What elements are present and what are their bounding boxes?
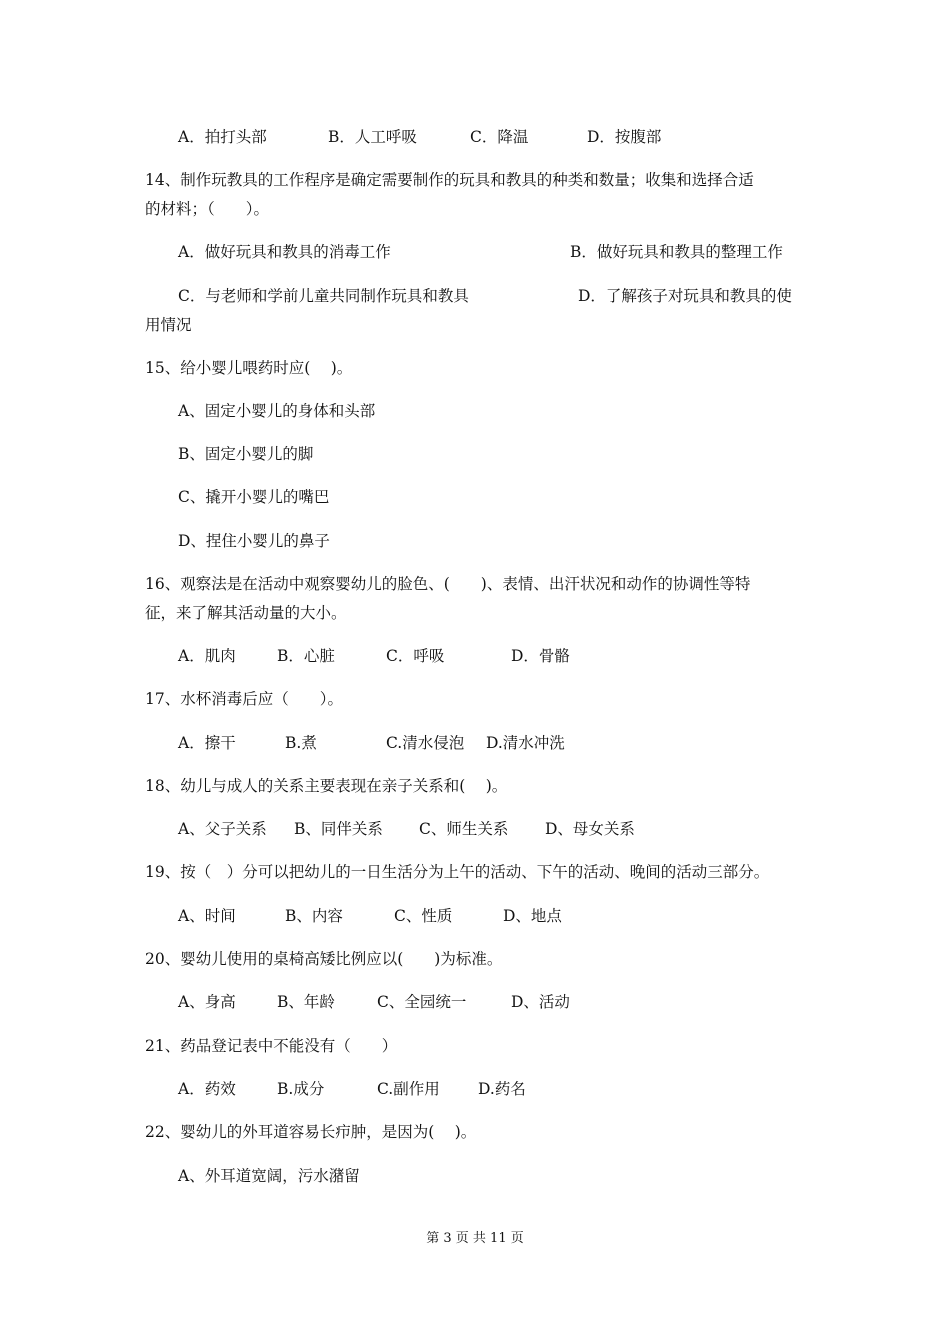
q14-option-b: B．做好玩具和教具的整理工作 [570, 243, 783, 261]
q14-option-d-line2: 用情况 [145, 316, 192, 334]
q19-option-b: B、内容 [285, 907, 343, 925]
q18-stem: 18、幼儿与成人的关系主要表现在亲子关系和( )。 [145, 777, 508, 795]
q17-option-a: A．擦干 [178, 734, 236, 752]
q17-option-d: D.清水冲洗 [486, 734, 565, 752]
page-number-footer: 第 3 页 共 11 页 [426, 1231, 524, 1246]
q21-option-d: D.药名 [478, 1080, 526, 1098]
q14-option-d-line1: D．了解孩子对玩具和教具的使 [578, 287, 792, 305]
q18-option-b: B、同伴关系 [294, 820, 383, 838]
q19-option-c: C、性质 [394, 907, 453, 925]
q14-stem-line2: 的材料；（ ）。 [145, 200, 270, 218]
q15-option-d: D、捏住小婴儿的鼻子 [178, 532, 330, 550]
q21-option-c: C.副作用 [377, 1080, 440, 1098]
q21-option-b: B.成分 [277, 1080, 325, 1098]
q16-option-b: B．心脏 [277, 647, 335, 665]
q16-stem-line2: 征，来了解其活动量的大小。 [145, 604, 347, 622]
q20-option-b: B、年龄 [277, 993, 335, 1011]
q16-option-a: A．肌肉 [178, 647, 236, 665]
q22-option-a: A、外耳道宽阔，污水潴留 [178, 1167, 360, 1185]
q21-option-a: A．药效 [178, 1080, 236, 1098]
q15-option-c: C、撬开小婴儿的嘴巴 [178, 488, 330, 506]
q16-option-d: D．骨骼 [511, 647, 570, 665]
q13-option-d: D．按腹部 [587, 128, 662, 146]
q20-option-d: D、活动 [511, 993, 570, 1011]
q14-option-c: C．与老师和学前儿童共同制作玩具和教具 [178, 287, 469, 305]
q14-stem-line1: 14、制作玩教具的工作程序是确定需要制作的玩具和教具的种类和数量；收集和选择合适 [145, 171, 754, 189]
q15-option-a: A、固定小婴儿的身体和头部 [178, 402, 376, 420]
q14-option-a: A．做好玩具和教具的消毒工作 [178, 243, 391, 261]
q16-stem-line1: 16、观察法是在活动中观察婴幼儿的脸色、( )、表情、出汗状况和动作的协调性等特 [145, 575, 751, 593]
q21-stem: 21、药品登记表中不能没有（ ） [145, 1037, 398, 1055]
q17-option-c: C.清水侵泡 [386, 734, 465, 752]
q13-option-a: A．拍打头部 [178, 128, 267, 146]
q20-stem: 20、婴幼儿使用的桌椅高矮比例应以( )为标准。 [145, 950, 503, 968]
q20-option-c: C、全园统一 [377, 993, 467, 1011]
q19-option-a: A、时间 [178, 907, 236, 925]
q18-option-a: A、父子关系 [178, 820, 267, 838]
q22-stem: 22、婴幼儿的外耳道容易长疖肿，是因为( )。 [145, 1123, 477, 1141]
q16-option-c: C．呼吸 [386, 647, 445, 665]
q19-option-d: D、地点 [503, 907, 562, 925]
q19-stem: 19、按（ ）分可以把幼儿的一日生活分为上午的活动、下午的活动、晚间的活动三部分。 [145, 863, 770, 881]
q13-option-c: C．降温 [470, 128, 529, 146]
q17-stem: 17、水杯消毒后应（ ）。 [145, 690, 343, 708]
q18-option-c: C、师生关系 [419, 820, 509, 838]
q18-option-d: D、母女关系 [545, 820, 635, 838]
q13-option-b: B．人工呼吸 [328, 128, 417, 146]
q15-stem: 15、给小婴儿喂药时应( )。 [145, 359, 353, 377]
q17-option-b: B.煮 [285, 734, 317, 752]
q20-option-a: A、身高 [178, 993, 236, 1011]
q15-option-b: B、固定小婴儿的脚 [178, 445, 314, 463]
